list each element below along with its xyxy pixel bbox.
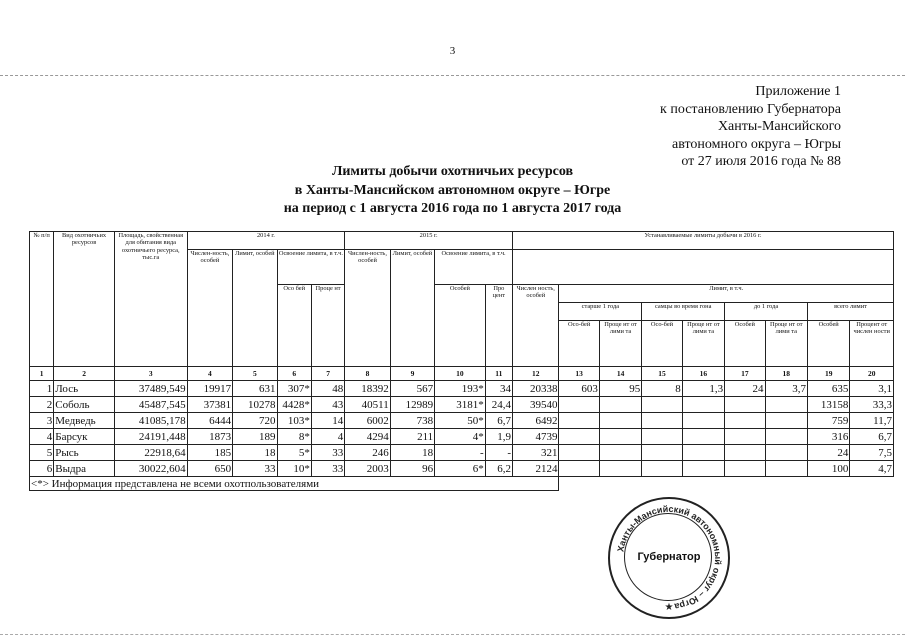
table-cell [682,429,724,445]
table-cell: 40511 [345,397,390,413]
table-cell: 24191,448 [114,429,187,445]
header-2014-limit: Лимит, особей [233,250,277,367]
header-2014-individuals: Осо бей [277,285,311,367]
sub-females-individuals: Осо-бей [642,321,682,367]
table-cell [642,461,682,477]
table-cell [599,413,641,429]
sub-older-percent: Проце нт от лими та [599,321,641,367]
table-cell: 6 [30,461,54,477]
column-number-4: 4 [187,367,232,381]
page-number: 3 [449,45,456,57]
column-number-2: 2 [54,367,115,381]
sub-total-individuals: Особей [807,321,849,367]
table-cell: 1873 [187,429,232,445]
table-cell: 18392 [345,381,390,397]
table-cell: 1 [30,381,54,397]
sub-total-percent: Процент от числен ности [850,321,894,367]
table-cell: Рысь [54,445,115,461]
column-number-6: 6 [277,367,311,381]
table-cell [559,413,599,429]
table-cell [725,429,765,445]
column-number-10: 10 [435,367,486,381]
table-cell: 189 [233,429,277,445]
table-cell: 4 [311,429,344,445]
table-cell: 11,7 [850,413,894,429]
column-number-1: 1 [30,367,54,381]
column-number-12: 12 [512,367,558,381]
table-cell: - [435,445,486,461]
appendix-line-5: от 27 июля 2016 года № 88 [681,154,841,169]
table-cell: 33 [311,445,344,461]
table-cell: 33,3 [850,397,894,413]
header-2014-usage: Освоение лимита, в т.ч. [277,250,345,285]
header-num: № п/п [30,232,54,367]
column-number-8: 8 [345,367,390,381]
table-cell: 33 [311,461,344,477]
header-2015-individuals: Особей [435,285,486,367]
header-under-1-year: до 1 года [725,303,808,321]
table-row [30,429,894,445]
table-cell: 41085,178 [114,413,187,429]
sub-older-individuals: Осо-бей [559,321,599,367]
page-break-line [0,75,905,76]
table-cell: 95 [599,381,641,397]
table-cell: Медведь [54,413,115,429]
table-cell: 43 [311,397,344,413]
table-cell [642,397,682,413]
table-cell: 6,7 [485,413,512,429]
table-cell [725,413,765,429]
column-number-9: 9 [390,367,434,381]
header-2014: 2014 г. [187,232,345,250]
header-2015-percent: Про цент [485,285,512,367]
table-cell: 738 [390,413,434,429]
table-cell: 96 [390,461,434,477]
document-title [0,163,905,219]
table-cell [642,429,682,445]
table-cell: 6444 [187,413,232,429]
table-cell: Соболь [54,397,115,413]
table-cell: 10* [277,461,311,477]
column-number-16: 16 [682,367,724,381]
table-cell [642,413,682,429]
table-cell [599,461,641,477]
header-limits-2016: Устанавливаемые лимиты добычи в 2016 г. [512,232,893,250]
table-cell: 20338 [512,381,558,397]
sub-females-percent: Проце нт от лими та [682,321,724,367]
table-cell: 193* [435,381,486,397]
column-number-13: 13 [559,367,599,381]
table-cell: 39540 [512,397,558,413]
table-cell [682,445,724,461]
table-cell: 4739 [512,429,558,445]
column-number-5: 5 [233,367,277,381]
limits-table [29,231,894,491]
column-number-18: 18 [765,367,807,381]
table-cell: 4294 [345,429,390,445]
table-cell: 720 [233,413,277,429]
header-2015: 2015 г. [345,232,513,250]
table-cell [765,413,807,429]
table-cell: 19917 [187,381,232,397]
appendix-block [660,83,841,171]
table-cell: 7,5 [850,445,894,461]
table-cell [559,461,599,477]
page-bottom-line [0,634,905,635]
table-cell [559,429,599,445]
table-cell: 3,7 [765,381,807,397]
column-number-19: 19 [807,367,849,381]
header-2015-population: Числен-ность, особей [345,250,390,367]
table-cell: 45487,545 [114,397,187,413]
column-number-15: 15 [642,367,682,381]
table-cell: 4,7 [850,461,894,477]
table-cell: 30022,604 [114,461,187,477]
appendix-line-4: автономного округа – Югры [672,136,841,152]
title-line-2: в Ханты-Мансийском автономном округе – Югре [294,182,611,198]
sub-under1-individuals: Особей [725,321,765,367]
table-cell: 33 [233,461,277,477]
title-line-3: на период с 1 августа 2016 года по 1 августа 2017 года [283,201,622,216]
table-cell [725,461,765,477]
table-cell: 307* [277,381,311,397]
table-cell [765,429,807,445]
table-cell: 6* [435,461,486,477]
table-cell [725,445,765,461]
table-cell: 6492 [512,413,558,429]
table-row [30,413,894,429]
table-cell [599,445,641,461]
table-cell: 316 [807,429,849,445]
table-cell: 635 [807,381,849,397]
table-cell: 631 [233,381,277,397]
table-cell [682,397,724,413]
column-numbers-row [30,367,894,381]
footnote: <*> Информация представлена не всеми охотпользователями [30,477,559,491]
table-cell: 321 [512,445,558,461]
table-cell: 24 [807,445,849,461]
header-2016-spacer [512,250,893,285]
table-cell: Барсук [54,429,115,445]
table-cell: 211 [390,429,434,445]
title-line-1: Лимиты добычи охотничьих ресурсов [331,164,574,179]
table-cell: 759 [807,413,849,429]
table-cell: 50* [435,413,486,429]
header-females-rut: самцы во время гона [642,303,725,321]
table-cell: 8* [277,429,311,445]
table-cell: 14 [311,413,344,429]
table-cell: 6,7 [850,429,894,445]
table-cell: 34 [485,381,512,397]
appendix-line-3: Ханты-Мансийского [717,119,841,134]
table-cell: 4428* [277,397,311,413]
header-species: Вид охотничьих ресурсов [54,232,115,367]
table-cell [599,429,641,445]
table-cell [725,397,765,413]
sub-under1-percent: Проце нт от лими та [765,321,807,367]
header-area: Площадь, свойственная для обитания вида охотничьего ресурса, тыс.га [114,232,187,367]
footnote-spacer [559,477,894,491]
table-cell: Лось [54,381,115,397]
column-number-17: 17 [725,367,765,381]
table-cell [682,461,724,477]
table-cell: 103* [277,413,311,429]
column-number-3: 3 [114,367,187,381]
table-cell: 37489,549 [114,381,187,397]
table-cell: 1,9 [485,429,512,445]
seal-title: Губернатор [637,551,701,563]
table-cell: 3 [30,413,54,429]
table-cell [765,461,807,477]
table-cell: 4* [435,429,486,445]
table-cell: 6002 [345,413,390,429]
table-cell [559,397,599,413]
table-cell: 2124 [512,461,558,477]
table-cell: 13158 [807,397,849,413]
header-2014-population: Числен-ность, особей [187,250,232,367]
table-cell: 650 [187,461,232,477]
table-row [30,397,894,413]
header-2014-percent: Проце нт [311,285,344,367]
table-row [30,381,894,397]
table-cell: 567 [390,381,434,397]
table-cell [765,397,807,413]
column-number-11: 11 [485,367,512,381]
table-cell: 48 [311,381,344,397]
header-2016-limit: Лимит, в т.ч. [559,285,894,303]
column-number-20: 20 [850,367,894,381]
table-cell: 100 [807,461,849,477]
table-cell: 10278 [233,397,277,413]
table-cell: 24,4 [485,397,512,413]
header-total-limit: всего лимит [807,303,893,321]
table-cell: 18 [233,445,277,461]
column-number-7: 7 [311,367,344,381]
header-2015-usage: Освоение лимита, в т.ч. [435,250,513,285]
table-cell: 37381 [187,397,232,413]
table-cell: 2 [30,397,54,413]
header-2015-limit: Лимит, особей [390,250,434,367]
table-cell [599,397,641,413]
svg-text:Ханты-Мансийский автономный ок: Ханты-Мансийский автономный округ – Югра [615,503,724,612]
table-cell: 12989 [390,397,434,413]
table-row [30,461,894,477]
table-cell [559,445,599,461]
table-cell: 18 [390,445,434,461]
table-cell: 24 [725,381,765,397]
table-cell: 4 [30,429,54,445]
table-cell: 5 [30,445,54,461]
table-cell: 5* [277,445,311,461]
appendix-line-1: Приложение 1 [755,84,841,99]
table-cell: 185 [187,445,232,461]
table-cell: - [485,445,512,461]
svg-text:★: ★ [664,602,674,613]
table-cell: 6,2 [485,461,512,477]
header-older-1-year: старше 1 года [559,303,642,321]
table-cell: 2003 [345,461,390,477]
table-cell: Выдра [54,461,115,477]
table-cell [765,445,807,461]
table-cell: 8 [642,381,682,397]
table-cell [642,445,682,461]
column-number-14: 14 [599,367,641,381]
governor-seal [608,497,730,619]
table-cell: 22918,64 [114,445,187,461]
table-cell: 1,3 [682,381,724,397]
appendix-line-2: к постановлению Губернатора [660,101,841,117]
table-cell: 3,1 [850,381,894,397]
table-row [30,445,894,461]
table-cell: 246 [345,445,390,461]
header-2016-population: Числен ность, особей [512,285,558,367]
table-cell [682,413,724,429]
table-cell: 603 [559,381,599,397]
table-cell: 3181* [435,397,486,413]
